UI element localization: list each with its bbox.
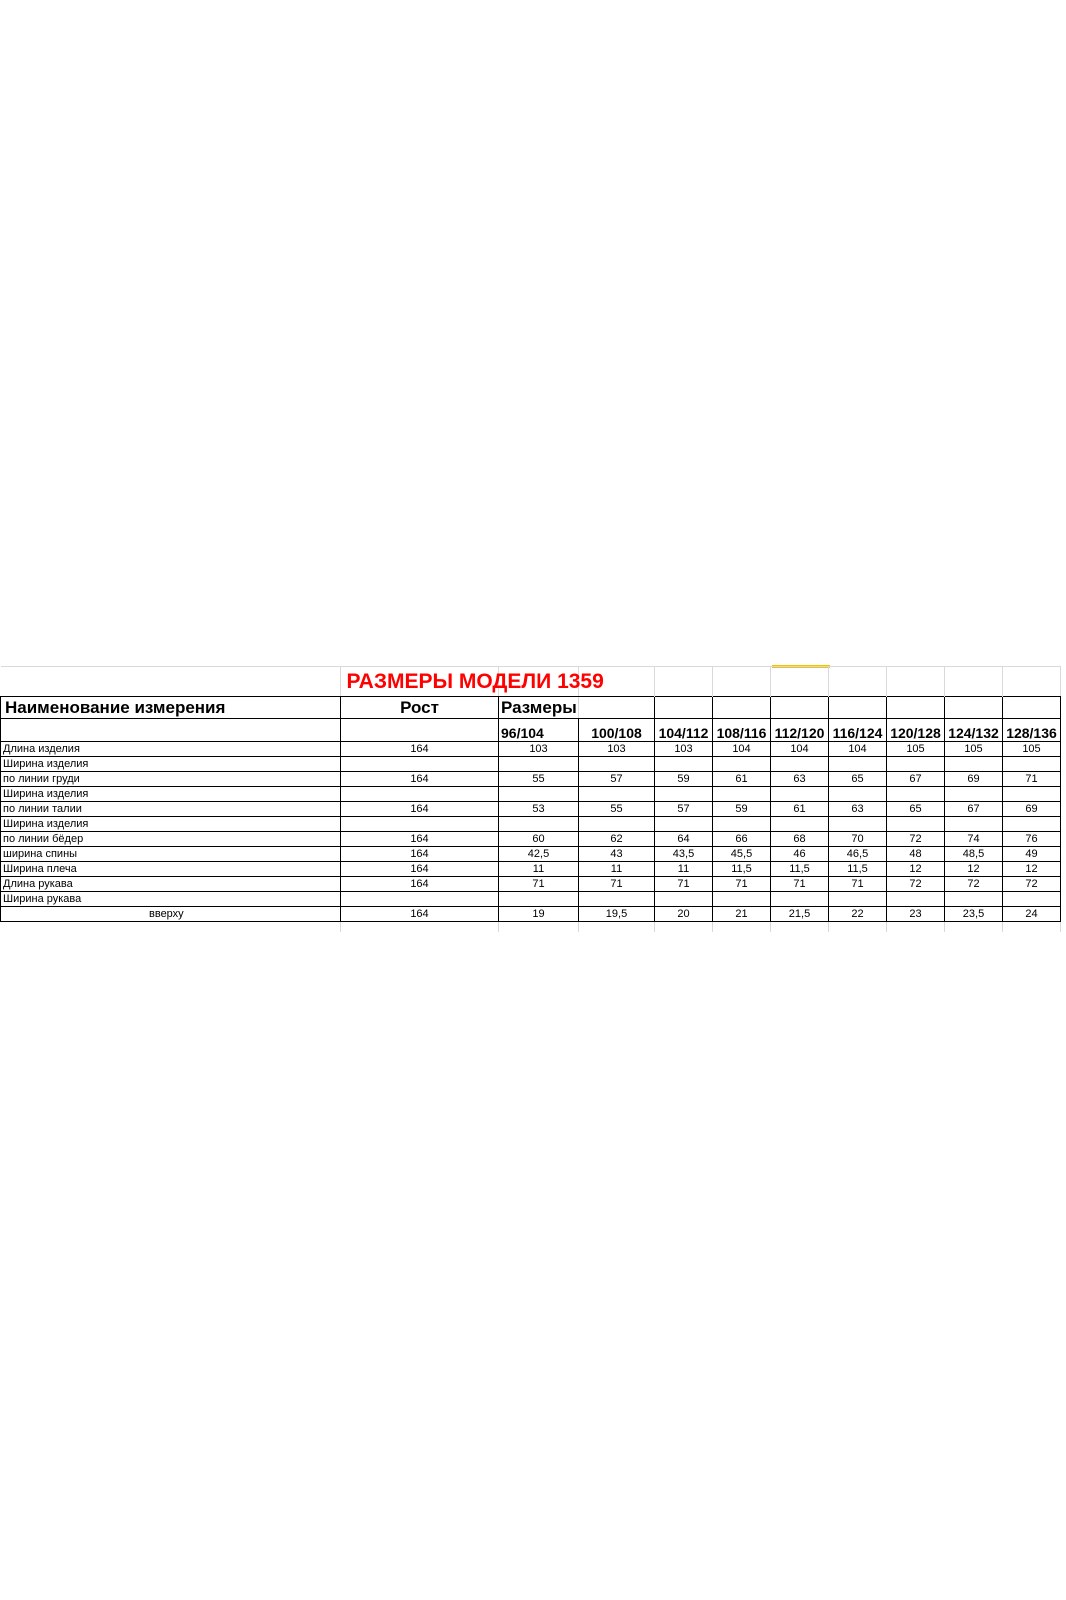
- value-cell: [713, 757, 771, 772]
- value-cell: 57: [579, 772, 655, 787]
- row-label: по линии бёдер: [1, 832, 341, 847]
- value-cell: 63: [771, 772, 829, 787]
- rost-cell: [341, 892, 499, 907]
- value-cell: [713, 892, 771, 907]
- value-cell: [713, 787, 771, 802]
- rost-cell: [341, 757, 499, 772]
- value-cell: 72: [887, 832, 945, 847]
- value-cell: [771, 787, 829, 802]
- size-header: 108/116: [713, 719, 771, 742]
- value-cell: 72: [945, 877, 1003, 892]
- value-cell: [499, 757, 579, 772]
- value-cell: [887, 817, 945, 832]
- value-cell: 103: [655, 742, 713, 757]
- value-cell: 71: [579, 877, 655, 892]
- row-label: Ширина изделия: [1, 757, 341, 772]
- value-cell: [945, 787, 1003, 802]
- value-cell: 61: [771, 802, 829, 817]
- value-cell: 19,5: [579, 907, 655, 922]
- value-cell: 63: [829, 802, 887, 817]
- value-cell: 11,5: [771, 862, 829, 877]
- rost-cell: 164: [341, 907, 499, 922]
- rost-cell: 164: [341, 772, 499, 787]
- value-cell: [655, 892, 713, 907]
- rost-cell: 164: [341, 847, 499, 862]
- value-cell: [945, 757, 1003, 772]
- value-cell: 11: [655, 862, 713, 877]
- value-cell: [499, 817, 579, 832]
- value-cell: [1003, 787, 1061, 802]
- title-row: [1, 667, 1061, 697]
- value-cell: 66: [713, 832, 771, 847]
- value-cell: 12: [887, 862, 945, 877]
- value-cell: [887, 787, 945, 802]
- table-row: [1, 847, 1061, 862]
- value-cell: 103: [499, 742, 579, 757]
- header-measurement-name: Наименование измерения: [1, 697, 341, 719]
- table-row: [1, 772, 1061, 787]
- size-header: 100/108: [579, 719, 655, 742]
- value-cell: 12: [1003, 862, 1061, 877]
- value-cell: [499, 892, 579, 907]
- value-cell: [887, 892, 945, 907]
- value-cell: 24: [1003, 907, 1061, 922]
- value-cell: 21,5: [771, 907, 829, 922]
- size-table: [0, 666, 1061, 922]
- value-cell: 104: [771, 742, 829, 757]
- value-cell: 45,5: [713, 847, 771, 862]
- table-title: РАЗМЕРЫ МОДЕЛИ 1359: [341, 667, 655, 697]
- table-row: [1, 832, 1061, 847]
- value-cell: [945, 817, 1003, 832]
- table-row: [1, 757, 1061, 772]
- header-razmery: Размеры: [499, 697, 579, 719]
- value-cell: 72: [887, 877, 945, 892]
- table-row: [1, 862, 1061, 877]
- value-cell: 104: [829, 742, 887, 757]
- value-cell: 55: [579, 802, 655, 817]
- spreadsheet: [0, 666, 1066, 936]
- value-cell: 71: [713, 877, 771, 892]
- value-cell: 55: [499, 772, 579, 787]
- value-cell: 23,5: [945, 907, 1003, 922]
- value-cell: [499, 787, 579, 802]
- row-label: Ширина изделия: [1, 817, 341, 832]
- value-cell: 42,5: [499, 847, 579, 862]
- value-cell: 11: [499, 862, 579, 877]
- rost-cell: 164: [341, 832, 499, 847]
- value-cell: [829, 757, 887, 772]
- value-cell: 11,5: [829, 862, 887, 877]
- rost-cell: [341, 787, 499, 802]
- row-label: Длина изделия: [1, 742, 341, 757]
- rost-cell: 164: [341, 802, 499, 817]
- value-cell: 49: [1003, 847, 1061, 862]
- table-row: [1, 892, 1061, 907]
- value-cell: 62: [579, 832, 655, 847]
- value-cell: 71: [829, 877, 887, 892]
- table-row: [1, 817, 1061, 832]
- row-label: по линии талии: [1, 802, 341, 817]
- value-cell: [771, 892, 829, 907]
- value-cell: 21: [713, 907, 771, 922]
- value-cell: 53: [499, 802, 579, 817]
- size-header: 120/128: [887, 719, 945, 742]
- value-cell: 61: [713, 772, 771, 787]
- value-cell: 20: [655, 907, 713, 922]
- size-header: 124/132: [945, 719, 1003, 742]
- value-cell: [829, 892, 887, 907]
- value-cell: 70: [829, 832, 887, 847]
- value-cell: 60: [499, 832, 579, 847]
- row-label: Ширина изделия: [1, 787, 341, 802]
- size-header: 112/120: [771, 719, 829, 742]
- value-cell: 46: [771, 847, 829, 862]
- value-cell: 43: [579, 847, 655, 862]
- value-cell: 59: [655, 772, 713, 787]
- value-cell: 72: [1003, 877, 1061, 892]
- value-cell: 65: [829, 772, 887, 787]
- value-cell: [945, 892, 1003, 907]
- value-cell: 57: [655, 802, 713, 817]
- value-cell: 71: [655, 877, 713, 892]
- header-row: [1, 697, 1061, 719]
- value-cell: 71: [771, 877, 829, 892]
- table-row: [1, 907, 1061, 922]
- value-cell: 105: [1003, 742, 1061, 757]
- value-cell: [1003, 757, 1061, 772]
- value-cell: 76: [1003, 832, 1061, 847]
- rost-cell: 164: [341, 862, 499, 877]
- size-header: 116/124: [829, 719, 887, 742]
- value-cell: [887, 757, 945, 772]
- value-cell: [771, 817, 829, 832]
- table-row: [1, 877, 1061, 892]
- size-header: 128/136: [1003, 719, 1061, 742]
- value-cell: 69: [945, 772, 1003, 787]
- value-cell: 65: [887, 802, 945, 817]
- value-cell: [829, 817, 887, 832]
- value-cell: 103: [579, 742, 655, 757]
- table-row: [1, 802, 1061, 817]
- value-cell: [1003, 817, 1061, 832]
- value-cell: [713, 817, 771, 832]
- value-cell: 105: [945, 742, 1003, 757]
- value-cell: [655, 787, 713, 802]
- value-cell: 46,5: [829, 847, 887, 862]
- value-cell: 104: [713, 742, 771, 757]
- value-cell: 67: [887, 772, 945, 787]
- value-cell: 71: [499, 877, 579, 892]
- value-cell: 105: [887, 742, 945, 757]
- value-cell: 48,5: [945, 847, 1003, 862]
- value-cell: 48: [887, 847, 945, 862]
- table-row: [1, 742, 1061, 757]
- value-cell: 74: [945, 832, 1003, 847]
- sizes-row: [1, 719, 1061, 742]
- row-label: по линии груди: [1, 772, 341, 787]
- value-cell: 11,5: [713, 862, 771, 877]
- size-header: 104/112: [655, 719, 713, 742]
- value-cell: [579, 892, 655, 907]
- value-cell: 11: [579, 862, 655, 877]
- row-label: Длина рукава: [1, 877, 341, 892]
- value-cell: 68: [771, 832, 829, 847]
- value-cell: [655, 817, 713, 832]
- value-cell: 67: [945, 802, 1003, 817]
- value-cell: 12: [945, 862, 1003, 877]
- rost-cell: [341, 817, 499, 832]
- value-cell: 59: [713, 802, 771, 817]
- value-cell: 19: [499, 907, 579, 922]
- row-label: вверху: [1, 907, 341, 922]
- value-cell: [579, 787, 655, 802]
- value-cell: 64: [655, 832, 713, 847]
- value-cell: [579, 817, 655, 832]
- value-cell: 71: [1003, 772, 1061, 787]
- value-cell: [579, 757, 655, 772]
- size-header: 96/104: [499, 719, 579, 742]
- table-row: [1, 787, 1061, 802]
- rost-cell: 164: [341, 742, 499, 757]
- value-cell: 23: [887, 907, 945, 922]
- value-cell: [771, 757, 829, 772]
- value-cell: 22: [829, 907, 887, 922]
- value-cell: [829, 787, 887, 802]
- row-label: Ширина плеча: [1, 862, 341, 877]
- header-rost: Рост: [341, 697, 499, 719]
- row-label: ширина спины: [1, 847, 341, 862]
- value-cell: [655, 757, 713, 772]
- value-cell: 69: [1003, 802, 1061, 817]
- rost-cell: 164: [341, 877, 499, 892]
- value-cell: [1003, 892, 1061, 907]
- value-cell: 43,5: [655, 847, 713, 862]
- row-label: Ширина рукава: [1, 892, 341, 907]
